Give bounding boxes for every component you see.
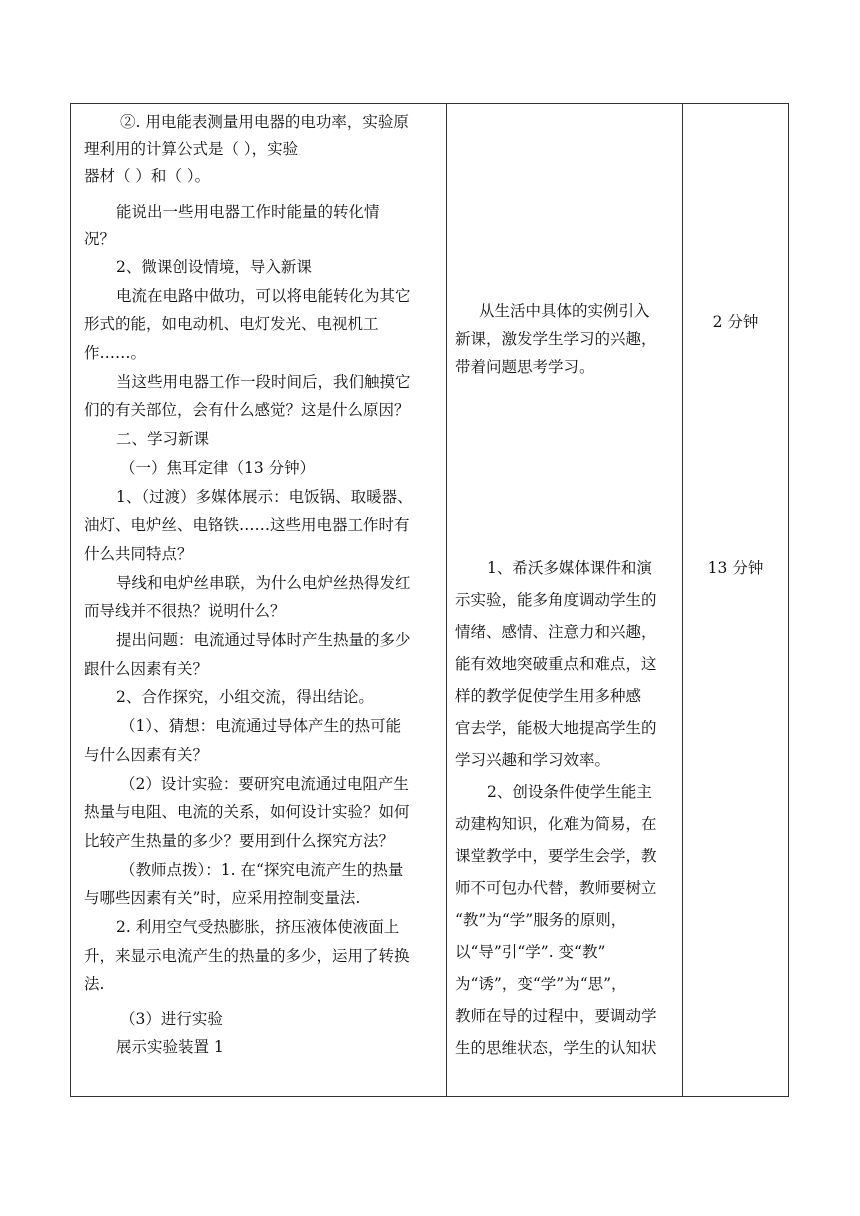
text-line: 示实验，能多角度调动学生的 <box>455 591 657 609</box>
text-line: 学习兴趣和学习效率。 <box>455 751 611 769</box>
text-line: 1、希沃多媒体课件和演 <box>487 559 652 577</box>
text-line: 从生活中具体的实例引入 <box>479 302 650 320</box>
text-line: 与什么因素有关？ <box>84 746 209 764</box>
text-line: 带着问题思考学习。 <box>455 358 595 376</box>
time-column <box>683 104 788 1096</box>
text-line: 情绪、感情、注意力和兴趣， <box>455 623 657 641</box>
text-line: 1、（过渡）多媒体展示：电饭锅、取暖器、 <box>116 488 413 506</box>
text-line: 们的有关部位，会有什么感觉？这是什么原因？ <box>84 401 410 419</box>
text-line: 官去学，能极大地提高学生的 <box>455 719 657 737</box>
text-line: （1）、猜想：电流通过导体产生的热可能 <box>120 717 402 735</box>
teaching-process-column <box>71 104 446 1096</box>
text-line: 能说出一些用电器工作时能量的转化情 <box>116 203 380 221</box>
text-line: 什么共同特点？ <box>84 545 193 563</box>
text-line: 2、创设条件使学生能主 <box>487 783 652 801</box>
text-line: （教师点拨）：1. 在“探究电流产生的热量 <box>120 861 404 879</box>
text-line: 课堂教学中，要学生会学，教 <box>455 847 657 865</box>
lesson-table <box>70 103 789 1097</box>
text-line: 以“导”引“学”. 变“教” <box>455 943 606 961</box>
text-line: 为“诱”，变“学”为“思”， <box>455 975 627 993</box>
text-line: 电流在电路中做功，可以将电能转化为其它 <box>116 287 411 305</box>
time-allocation: 2 分钟 <box>712 313 759 331</box>
text-line: 形式的能，如电动机、电灯发光、电视机工 <box>84 315 379 333</box>
text-line: 升，来显示电流产生的热量的多少，运用了转换 <box>84 947 410 965</box>
text-line: “教”为“学”服务的原则， <box>455 911 627 929</box>
text-line: 师不可包办代替，教师要树立 <box>455 879 657 897</box>
text-line: 生的思维状态，学生的认知状 <box>455 1039 657 1057</box>
text-line: 能有效地突破重点和难点，这 <box>455 655 657 673</box>
text-line: 法. <box>84 975 105 993</box>
text-line: 器材（ ）和（ ）。 <box>84 167 211 185</box>
text-line: 热量与电阻、电流的关系，如何设计实验？如何 <box>84 803 410 821</box>
text-line: ②. 用电能表测量用电器的电功率，实验原 <box>120 113 409 131</box>
text-line: 况？ <box>84 230 116 248</box>
text-line: （2）设计实验：要研究电流通过电阻产生 <box>120 775 409 793</box>
text-line: 比较产生热量的多少？要用到什么探究方法？ <box>84 832 395 850</box>
time-allocation: 13 分钟 <box>707 559 764 577</box>
text-line: 提出问题：电流通过导体时产生热量的多少 <box>116 631 411 649</box>
text-line: 2、微课创设情境，导入新课 <box>116 258 312 276</box>
text-line: 与哪些因素有关”时，应采用控制变量法. <box>84 889 361 907</box>
text-line: 展示实验装置 1 <box>116 1038 224 1056</box>
section-heading: 二、学习新课 <box>116 430 210 448</box>
text-line: 动建构知识，化难为简易，在 <box>455 815 657 833</box>
text-line: 而导线并不很热？说明什么？ <box>84 602 286 620</box>
design-intent-column <box>447 104 682 1096</box>
text-line: 跟什么因素有关？ <box>84 660 209 678</box>
text-line: 理利用的计算公式是（ ），实验 <box>84 140 299 158</box>
text-line: （3）进行实验 <box>120 1010 223 1028</box>
text-line: 2. 利用空气受热膨胀，挤压液体使液面上 <box>116 918 400 936</box>
text-line: 2、合作探究，小组交流，得出结论。 <box>116 688 374 706</box>
text-line: 当这些用电器工作一段时间后，我们触摸它 <box>116 373 411 391</box>
text-line: 新课，激发学生学习的兴趣， <box>455 330 657 348</box>
text-line: 导线和电炉丝串联，为什么电炉丝热得发红 <box>116 574 411 592</box>
text-line: 教师在导的过程中，要调动学 <box>455 1007 657 1025</box>
subsection-heading: （一）焦耳定律（13 分钟） <box>120 459 316 477</box>
text-line: 油灯、电炉丝、电铬铁……这些用电器工作时有 <box>84 516 410 534</box>
text-line: 样的教学促使学生用多种感 <box>455 687 642 705</box>
text-line: 作……。 <box>84 344 147 362</box>
